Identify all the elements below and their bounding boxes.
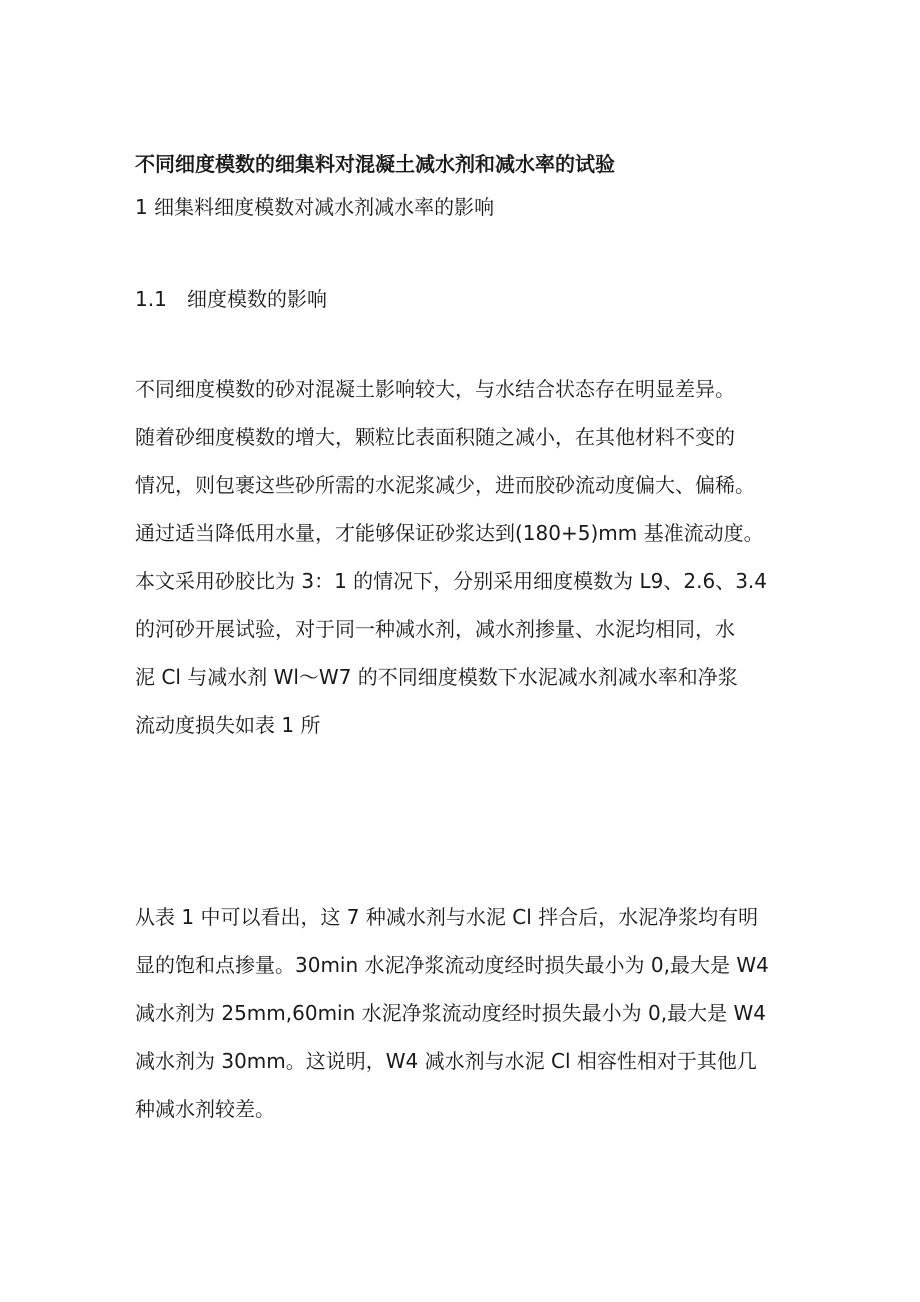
paragraph-line: 种减水剂较差。 <box>135 1097 275 1121</box>
paragraph-1 <box>135 365 767 749</box>
paragraph-line: 减水剂为 30mm。这说明，W4 减水剂与水泥 Cl 相容性相对于其他几 <box>135 1049 757 1073</box>
section-number: 1.1 <box>135 287 167 311</box>
paragraph-line: 不同细度模数的砂对混凝土影响较大，与水结合状态存在明显差异。 <box>135 377 735 401</box>
paragraph-line: 通过适当降低用水量，才能够保证砂浆达到(180+5)mm 基准流动度。 <box>135 521 764 545</box>
section-heading-text: 细度模数的影响 <box>187 287 327 311</box>
paragraph-line: 随着砂细度模数的增大，颗粒比表面积随之减小，在其他材料不变的 <box>135 425 735 449</box>
paragraph-line: 从表 1 中可以看出，这 7 种减水剂与水泥 Cl 拌合后，水泥净浆均有明 <box>135 905 759 929</box>
document-title: 不同细度模数的细集料对混凝土减水剂和减水率的试验 <box>135 152 615 176</box>
document-subtitle: 1 细集料细度模数对减水剂减水率的影响 <box>135 195 495 219</box>
paragraph-line: 流动度损失如表 1 所 <box>135 713 321 737</box>
section-heading <box>135 283 327 315</box>
paragraph-line: 情况，则包裹这些砂所需的水泥浆减少，进而胶砂流动度偏大、偏稀。 <box>135 473 755 497</box>
paragraph-line: 泥 Cl 与减水剂 Wl～W7 的不同细度模数下水泥减水剂减水率和净浆 <box>135 665 738 689</box>
paragraph-line: 显的饱和点掺量。30min 水泥净浆流动度经时损失最小为 0,最大是 W4 <box>135 953 769 977</box>
paragraph-line: 减水剂为 25mm,60min 水泥净浆流动度经时损失最小为 0,最大是 W4 <box>135 1001 766 1025</box>
paragraph-line: 本文采用砂胶比为 3：1 的情况下，分别采用细度模数为 L9、2.6、3.4 <box>135 569 768 593</box>
paragraph-2 <box>135 893 769 1133</box>
paragraph-line: 的河砂开展试验，对于同一种减水剂，减水剂掺量、水泥均相同，水 <box>135 617 735 641</box>
